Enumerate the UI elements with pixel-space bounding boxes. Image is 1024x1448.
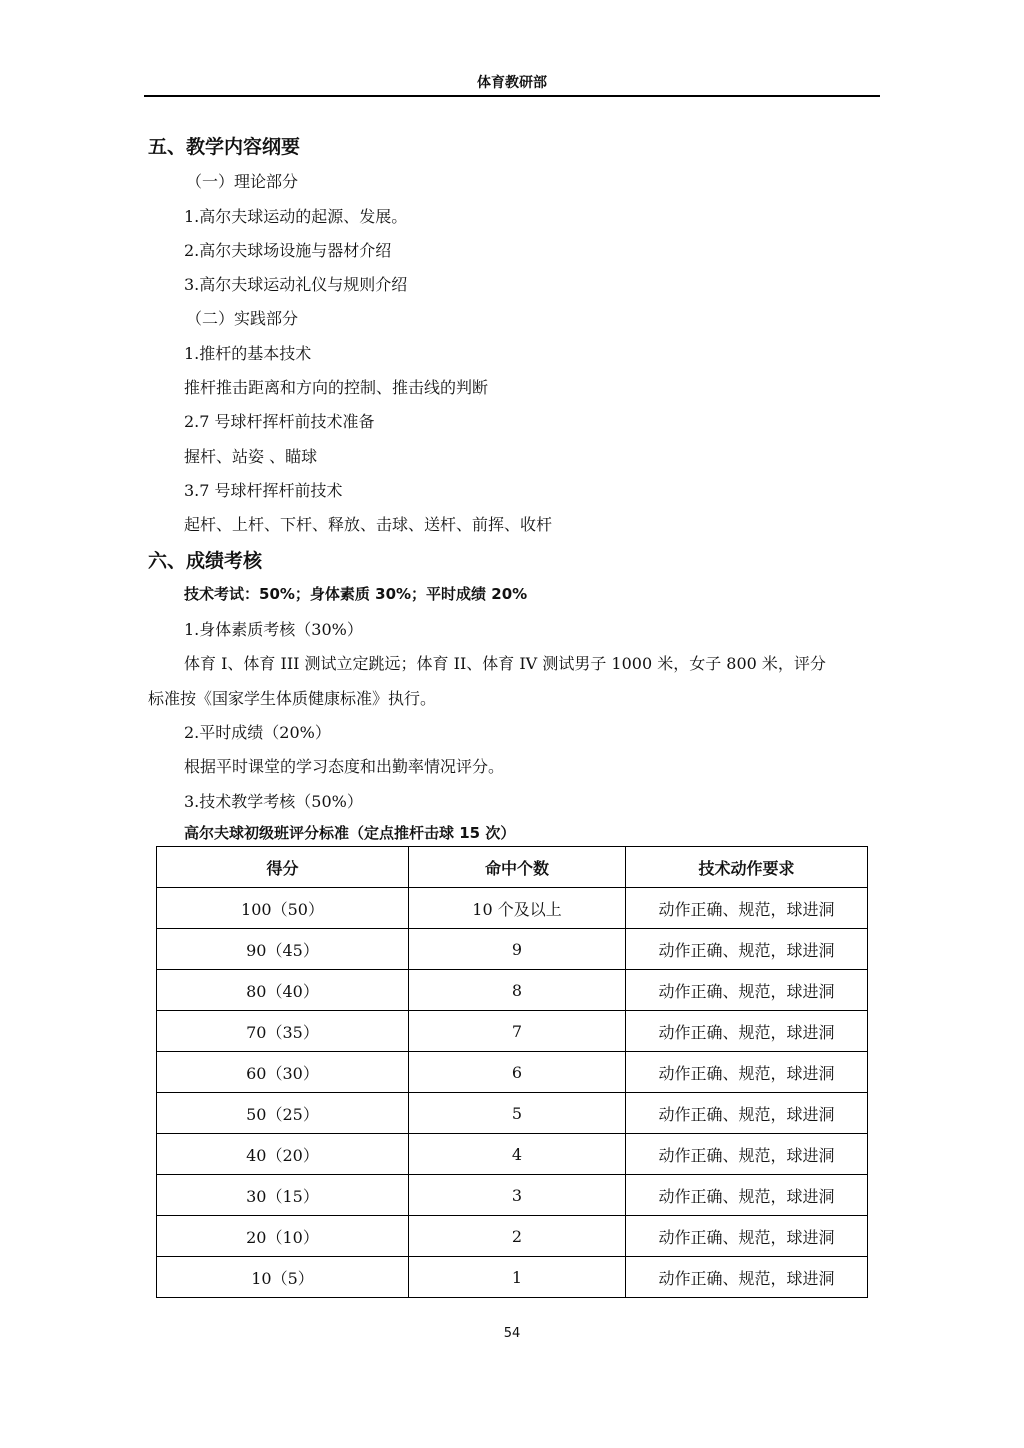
practice-line: 起杆、上杆、下杆、释放、击球、送杆、前挥、收杆 bbox=[184, 515, 553, 534]
table-cell: 7 bbox=[409, 1011, 626, 1052]
practice-line: 3.7 号球杆挥杆前技术 bbox=[184, 481, 343, 500]
table-cell: 5 bbox=[409, 1093, 626, 1134]
table-row bbox=[157, 1052, 868, 1093]
header-divider bbox=[144, 95, 880, 97]
table-row bbox=[157, 1093, 868, 1134]
table-cell: 70（35） bbox=[157, 1011, 409, 1052]
table-row bbox=[157, 888, 868, 929]
table-cell: 40（20） bbox=[157, 1134, 409, 1175]
table-cell: 动作正确、规范，球进洞 bbox=[626, 970, 868, 1011]
table-cell: 动作正确、规范，球进洞 bbox=[626, 1216, 868, 1257]
technique-assessment-title: 3.技术教学考核（50%） bbox=[184, 792, 363, 811]
section-heading-assessment: 六、成绩考核 bbox=[148, 550, 263, 572]
table-cell: 1 bbox=[409, 1257, 626, 1298]
table-cell: 50（25） bbox=[157, 1093, 409, 1134]
table-cell: 100（50） bbox=[157, 888, 409, 929]
table-cell: 8 bbox=[409, 970, 626, 1011]
column-header: 技术动作要求 bbox=[626, 847, 868, 888]
table-cell: 动作正确、规范，球进洞 bbox=[626, 1175, 868, 1216]
section-heading-teaching-content: 五、教学内容纲要 bbox=[148, 136, 301, 158]
theory-item: 3.高尔夫球运动礼仪与规则介绍 bbox=[184, 275, 408, 294]
table-row bbox=[157, 1175, 868, 1216]
table-row bbox=[157, 1011, 868, 1052]
table-title: 高尔夫球初级班评分标准（定点推杆击球 15 次） bbox=[184, 824, 516, 842]
table-row bbox=[157, 1216, 868, 1257]
table-cell: 30（15） bbox=[157, 1175, 409, 1216]
table-cell: 动作正确、规范，球进洞 bbox=[626, 929, 868, 970]
table-cell: 动作正确、规范，球进洞 bbox=[626, 1134, 868, 1175]
table-row bbox=[157, 970, 868, 1011]
physical-assessment-text: 体育 I、体育 III 测试立定跳远；体育 II、体育 IV 测试男子 1000 米，女子 800 米，评分 bbox=[184, 654, 826, 673]
table-cell: 6 bbox=[409, 1052, 626, 1093]
table-cell: 60（30） bbox=[157, 1052, 409, 1093]
table-cell: 10（5） bbox=[157, 1257, 409, 1298]
table-cell: 动作正确、规范，球进洞 bbox=[626, 888, 868, 929]
table-row bbox=[157, 1134, 868, 1175]
table-row bbox=[157, 929, 868, 970]
table-cell: 动作正确、规范，球进洞 bbox=[626, 1011, 868, 1052]
table-cell: 90（45） bbox=[157, 929, 409, 970]
practice-line: 推杆推击距离和方向的控制、推击线的判断 bbox=[184, 378, 489, 397]
table-cell: 动作正确、规范，球进洞 bbox=[626, 1093, 868, 1134]
table-cell: 9 bbox=[409, 929, 626, 970]
usual-grade-title: 2.平时成绩（20%） bbox=[184, 723, 331, 742]
table-cell: 3 bbox=[409, 1175, 626, 1216]
usual-grade-text: 根据平时课堂的学习态度和出勤率情况评分。 bbox=[184, 757, 505, 776]
theory-item: 1.高尔夫球运动的起源、发展。 bbox=[184, 207, 408, 226]
practice-subheading: （二）实践部分 bbox=[186, 309, 299, 328]
theory-subheading: （一）理论部分 bbox=[186, 172, 299, 191]
physical-assessment-text-cont: 标准按《国家学生体质健康标准》执行。 bbox=[148, 689, 437, 708]
physical-assessment-title: 1.身体素质考核（30%） bbox=[184, 620, 363, 639]
table-cell: 80（40） bbox=[157, 970, 409, 1011]
table-cell: 20（10） bbox=[157, 1216, 409, 1257]
practice-line: 2.7 号球杆挥杆前技术准备 bbox=[184, 412, 375, 431]
table-cell: 2 bbox=[409, 1216, 626, 1257]
column-header: 命中个数 bbox=[409, 847, 626, 888]
scoring-table bbox=[156, 846, 868, 1298]
theory-item: 2.高尔夫球场设施与器材介绍 bbox=[184, 241, 392, 260]
table-cell: 4 bbox=[409, 1134, 626, 1175]
practice-line: 握杆、站姿 、瞄球 bbox=[184, 447, 318, 466]
page-number: 54 bbox=[503, 1326, 521, 1341]
practice-line: 1.推杆的基本技术 bbox=[184, 344, 312, 363]
table-header-row bbox=[157, 847, 868, 888]
table-cell: 10 个及以上 bbox=[409, 888, 626, 929]
page-header-title: 体育教研部 bbox=[477, 75, 547, 91]
grade-weights: 技术考试：50%；身体素质 30%；平时成绩 20% bbox=[184, 585, 528, 603]
table-row bbox=[157, 1257, 868, 1298]
column-header: 得分 bbox=[157, 847, 409, 888]
table-cell: 动作正确、规范，球进洞 bbox=[626, 1257, 868, 1298]
table-cell: 动作正确、规范，球进洞 bbox=[626, 1052, 868, 1093]
